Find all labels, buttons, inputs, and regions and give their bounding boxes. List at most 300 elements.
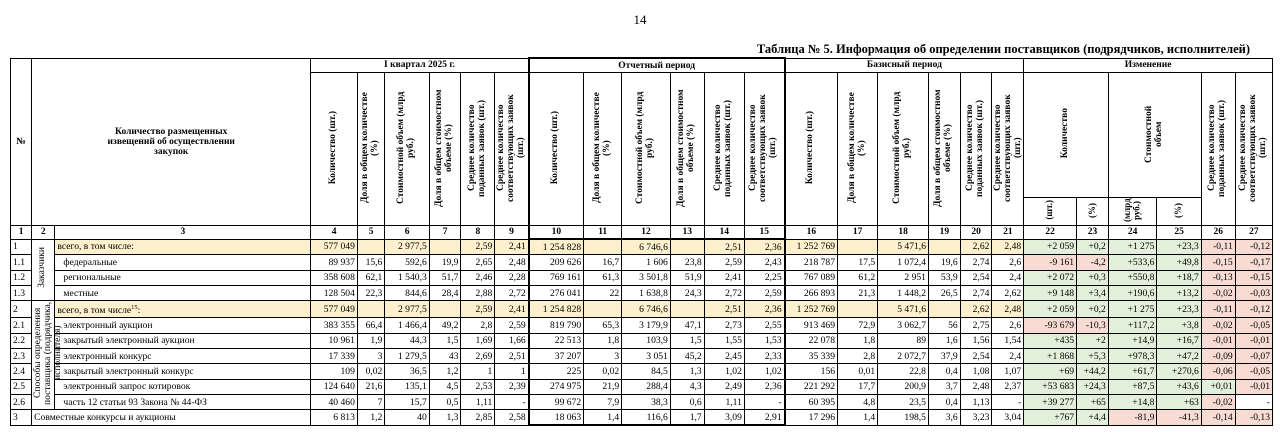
table-cell: 2,72 xyxy=(495,285,529,300)
table-cell: 109 xyxy=(311,364,358,379)
table-cell: 266 893 xyxy=(785,285,838,300)
table-cell xyxy=(928,239,960,255)
table-cell: 89 937 xyxy=(311,255,358,270)
chg-qty-header: Количество xyxy=(1060,108,1071,159)
table-cell: +14,8 xyxy=(1108,394,1157,409)
table-row xyxy=(11,410,1273,426)
table-cell: +69 xyxy=(1024,364,1077,379)
row-label: региональные xyxy=(55,270,311,285)
table-cell: 2,62 xyxy=(992,285,1024,300)
col-desc-header: Количество размещенных извещений об осуществлении закупок xyxy=(32,58,311,226)
table-cell: +4,4 xyxy=(1077,410,1109,426)
table-cell: +1 868 xyxy=(1024,348,1077,363)
table-cell: - xyxy=(1235,394,1272,409)
table-cell: 2,74 xyxy=(960,285,992,300)
table-cell: 1 072,4 xyxy=(878,255,929,270)
table-cell: 15,7 xyxy=(385,394,429,409)
table-cell: +2 072 xyxy=(1024,270,1077,285)
table-cell: -0,07 xyxy=(1235,348,1272,363)
table-cell: 17,7 xyxy=(838,379,878,394)
column-index: 24 xyxy=(1108,226,1157,240)
table-cell: -9 161 xyxy=(1024,255,1077,270)
table-cell: 2,48 xyxy=(992,301,1024,318)
table-cell: 2,8 xyxy=(838,348,878,363)
table-cell: 135,1 xyxy=(385,379,429,394)
column-index: 8 xyxy=(461,226,495,240)
table-cell: 2,69 xyxy=(461,348,495,363)
base-avg-submitted-header: Среднее количество поданных заявок (шт.) xyxy=(965,98,986,197)
table-cell: 1,08 xyxy=(960,364,992,379)
table-cell: +978,3 xyxy=(1108,348,1157,363)
table-cell: 1,6 xyxy=(928,333,960,348)
table-cell: 1,7 xyxy=(670,410,704,426)
column-index: 7 xyxy=(429,226,461,240)
table-cell: 66,4 xyxy=(357,318,384,333)
column-index: 5 xyxy=(357,226,384,240)
table-cell: 1,07 xyxy=(992,364,1024,379)
table-cell: -0,02 xyxy=(1201,394,1235,409)
table-cell: 2,46 xyxy=(461,270,495,285)
table-cell: +2 059 xyxy=(1024,301,1077,318)
row-number: 2 xyxy=(11,301,32,318)
table-cell: 218 787 xyxy=(785,255,838,270)
table-cell: 37,9 xyxy=(928,348,960,363)
table-cell: -0,09 xyxy=(1201,348,1235,363)
table-cell: 2,88 xyxy=(461,285,495,300)
table-cell: -0,11 xyxy=(1201,301,1235,318)
table-cell: 22,3 xyxy=(357,285,384,300)
table-cell: 2 072,7 xyxy=(878,348,929,363)
q1-count-header: Количество (шт.) xyxy=(328,110,339,185)
column-index: 22 xyxy=(1024,226,1077,240)
rep-volume-header: Стоимостной объем (млрд руб.) xyxy=(635,91,656,204)
table-cell: +550,8 xyxy=(1108,270,1157,285)
chg-pct2-header: (%) xyxy=(1173,202,1184,218)
table-cell: +23,3 xyxy=(1157,239,1201,255)
table-cell: 89 xyxy=(878,333,929,348)
table-cell: 0,02 xyxy=(584,364,622,379)
table-cell: 358 608 xyxy=(311,270,358,285)
table-cell: 3 062,7 xyxy=(878,318,929,333)
table-cell: -0,03 xyxy=(1235,285,1272,300)
table-cell: 26,5 xyxy=(928,285,960,300)
table-cell: 0,6 xyxy=(670,394,704,409)
table-cell: 6 813 xyxy=(311,410,358,426)
table-cell: 5 471,6 xyxy=(878,239,929,255)
table-cell: 1,5 xyxy=(429,333,461,348)
chg-bln-header: (млрд руб.) xyxy=(1122,198,1142,222)
table-cell: -0,01 xyxy=(1235,379,1272,394)
row-label: федеральные xyxy=(55,255,311,270)
table-cell xyxy=(584,239,622,255)
column-index: 25 xyxy=(1157,226,1201,240)
column-index: 3 xyxy=(55,226,311,240)
table-cell: 3 501,8 xyxy=(622,270,671,285)
table-cell: - xyxy=(992,394,1024,409)
table-cell: 17,5 xyxy=(838,255,878,270)
table-cell: 1 252 769 xyxy=(785,301,838,318)
table-cell: 40 xyxy=(385,410,429,426)
column-index: 2 xyxy=(32,226,55,240)
table-cell: 2,41 xyxy=(704,270,744,285)
table-cell xyxy=(670,239,704,255)
rep-count-header: Количество (шт.) xyxy=(550,110,561,185)
table-cell xyxy=(357,239,384,255)
table-cell: 6 746,6 xyxy=(622,239,671,255)
table-cell: 24,3 xyxy=(670,285,704,300)
col-num-header: № xyxy=(11,58,32,226)
chg-pcs-header: (шт.) xyxy=(1044,200,1055,220)
table-cell: 3,6 xyxy=(928,410,960,426)
table-cell: 15,6 xyxy=(357,255,384,270)
table-cell: 1,11 xyxy=(461,394,495,409)
table-cell: 1,8 xyxy=(838,333,878,348)
table-row xyxy=(11,285,1273,300)
table-cell: -0,17 xyxy=(1235,255,1272,270)
table-cell: 1,9 xyxy=(357,333,384,348)
table-cell: -93 679 xyxy=(1024,318,1077,333)
table-cell: 1,02 xyxy=(704,364,744,379)
table-cell: +87,5 xyxy=(1108,379,1157,394)
table-cell: - xyxy=(744,394,784,409)
table-cell: -0,01 xyxy=(1201,333,1235,348)
table-cell: 2,4 xyxy=(992,348,1024,363)
table-cell: 0,4 xyxy=(928,394,960,409)
rep-avg-submitted-header: Среднее количество поданных заявок (шт.) xyxy=(713,98,734,197)
column-index: 11 xyxy=(584,226,622,240)
column-index: 1 xyxy=(11,226,32,240)
table-cell xyxy=(429,301,461,318)
table-cell: +533,6 xyxy=(1108,255,1157,270)
table-cell: 225 xyxy=(529,364,584,379)
table-cell: 2,59 xyxy=(461,301,495,318)
row-number: 1 xyxy=(11,239,32,255)
table-cell: 17 339 xyxy=(311,348,358,363)
table-cell: 2,59 xyxy=(495,318,529,333)
column-index: 20 xyxy=(960,226,992,240)
table-cell: 1 279,5 xyxy=(385,348,429,363)
table-cell: 2,59 xyxy=(744,285,784,300)
table-cell: 1,02 xyxy=(744,364,784,379)
table-cell: 47,1 xyxy=(670,318,704,333)
table-row xyxy=(11,333,1273,348)
page-number: 14 xyxy=(633,12,647,27)
table-cell: 103,9 xyxy=(622,333,671,348)
table-row xyxy=(11,379,1273,394)
table-cell: +16,7 xyxy=(1157,333,1201,348)
table-cell: 1,53 xyxy=(744,333,784,348)
table-cell: 84,5 xyxy=(622,364,671,379)
table-cell: 2 977,5 xyxy=(385,239,429,255)
table-cell: -0,12 xyxy=(1235,301,1272,318)
row-number: 2.4 xyxy=(11,364,32,379)
table-cell: 19,9 xyxy=(429,255,461,270)
table-cell: 0,01 xyxy=(838,364,878,379)
table-cell: 21,6 xyxy=(357,379,384,394)
row-number: 2.2 xyxy=(11,333,32,348)
table-cell: 2,36 xyxy=(744,379,784,394)
table-cell: -0,01 xyxy=(1235,333,1272,348)
table-cell: 45,2 xyxy=(670,348,704,363)
column-index: 15 xyxy=(744,226,784,240)
table-cell: +117,2 xyxy=(1108,318,1157,333)
group-reporting-header: Отчетный период xyxy=(529,58,785,73)
table-cell: 209 626 xyxy=(529,255,584,270)
table-cell: 2,51 xyxy=(704,301,744,318)
table-cell: 288,4 xyxy=(622,379,671,394)
table-cell: 2,59 xyxy=(461,239,495,255)
table-cell: +0,2 xyxy=(1077,301,1109,318)
table-cell: 1 448,2 xyxy=(878,285,929,300)
row-number: 1.2 xyxy=(11,270,32,285)
table-cell: 2,75 xyxy=(960,318,992,333)
column-index: 9 xyxy=(495,226,529,240)
table-cell: +43,6 xyxy=(1157,379,1201,394)
table-cell: 2,62 xyxy=(960,301,992,318)
table-cell: +14,9 xyxy=(1108,333,1157,348)
table-cell: 2,62 xyxy=(960,239,992,255)
table-cell: 2,43 xyxy=(744,255,784,270)
table-cell: 2,58 xyxy=(495,410,529,426)
rep-avg-compliant-header: Среднее количество соответствующих заявок (шт.) xyxy=(748,93,779,202)
table-cell: -0,15 xyxy=(1235,270,1272,285)
table-cell: 592,6 xyxy=(385,255,429,270)
table-row xyxy=(11,270,1273,285)
column-index: 23 xyxy=(1077,226,1109,240)
base-count-header: Количество (шт.) xyxy=(805,110,816,185)
table-cell: 51,9 xyxy=(670,270,704,285)
table-cell: +1 275 xyxy=(1108,239,1157,255)
group-change-header: Изменение xyxy=(1024,58,1273,73)
table-cell: 2,8 xyxy=(461,318,495,333)
suppliers-table xyxy=(10,57,1273,426)
table-cell: 7 xyxy=(357,394,384,409)
table-cell: 2,36 xyxy=(744,301,784,318)
table-cell: 1 466,4 xyxy=(385,318,429,333)
table-cell: 35 339 xyxy=(785,348,838,363)
table-cell: 767 089 xyxy=(785,270,838,285)
table-cell: 1,55 xyxy=(704,333,744,348)
table-cell: +5,3 xyxy=(1077,348,1109,363)
row-label: всего, в том числе: xyxy=(55,239,311,255)
column-index: 26 xyxy=(1201,226,1235,240)
table-cell: 3,09 xyxy=(704,410,744,426)
table-cell: 2,73 xyxy=(704,318,744,333)
table-cell: -0,11 xyxy=(1201,239,1235,255)
row-label: закрытый электронный конкурс xyxy=(55,364,311,379)
table-cell: 2,36 xyxy=(744,239,784,255)
column-index: 10 xyxy=(529,226,584,240)
table-cell: 2,59 xyxy=(704,255,744,270)
table-cell: 3 xyxy=(357,348,384,363)
table-cell xyxy=(584,301,622,318)
table-cell: 2,4 xyxy=(992,270,1024,285)
chg-avg-submitted-header: Среднее количество поданных заявок (шт.) xyxy=(1207,98,1228,197)
table-cell: 3,04 xyxy=(992,410,1024,426)
table-cell: 0,5 xyxy=(429,394,461,409)
table-cell: 51,7 xyxy=(429,270,461,285)
table-cell: 1,3 xyxy=(429,410,461,426)
table-caption: Таблица № 5. Информация об определении поставщиков (подрядчиков, исполнителей) xyxy=(756,42,1250,56)
table-cell: 1,69 xyxy=(461,333,495,348)
table-cell: 2,65 xyxy=(461,255,495,270)
rep-share-count-header: Доля в общем количестве (%) xyxy=(591,92,612,203)
row-label: Совместные конкурсы и аукционы xyxy=(32,410,311,426)
table-cell: -0,06 xyxy=(1201,364,1235,379)
table-cell: 2,48 xyxy=(992,239,1024,255)
table-cell: +47,2 xyxy=(1157,348,1201,363)
table-cell xyxy=(928,301,960,318)
table-cell: 1,11 xyxy=(704,394,744,409)
chg-vol-header: Стоимостной объем xyxy=(1143,104,1164,163)
row-number: 2.5 xyxy=(11,379,32,394)
table-cell: -0,05 xyxy=(1235,364,1272,379)
table-cell: 2,28 xyxy=(495,270,529,285)
table-cell: 3,7 xyxy=(928,379,960,394)
column-index: 21 xyxy=(992,226,1024,240)
table-cell: 128 504 xyxy=(311,285,358,300)
q1-share-count-header: Доля в общем количестве (%) xyxy=(360,92,381,203)
table-cell: 1 638,8 xyxy=(622,285,671,300)
table-cell: 4,8 xyxy=(838,394,878,409)
table-cell: -0,15 xyxy=(1201,255,1235,270)
table-cell: 10 961 xyxy=(311,333,358,348)
table-cell: +18,7 xyxy=(1157,270,1201,285)
table-cell: 1,5 xyxy=(670,333,704,348)
table-cell: 22 xyxy=(584,285,622,300)
table-cell: 53,9 xyxy=(928,270,960,285)
table-cell xyxy=(670,301,704,318)
table-cell: 4,3 xyxy=(670,379,704,394)
table-cell: +3,8 xyxy=(1157,318,1201,333)
group-label-buyers: Заказчики xyxy=(32,239,55,301)
chg-pct-header: (%) xyxy=(1086,202,1097,218)
table-cell: 577 049 xyxy=(311,239,358,255)
table-cell: 6 746,6 xyxy=(622,301,671,318)
table-cell: 2,49 xyxy=(704,379,744,394)
table-cell: 23,8 xyxy=(670,255,704,270)
table-cell: 156 xyxy=(785,364,838,379)
table-cell: 38,3 xyxy=(622,394,671,409)
table-cell: -0,12 xyxy=(1235,239,1272,255)
row-number: 1.1 xyxy=(11,255,32,270)
q1-share-volume-header: Доля в общем стоимостном объеме (%) xyxy=(434,88,455,207)
row-label: местные xyxy=(55,285,311,300)
table-cell: 1 xyxy=(461,364,495,379)
column-index: 6 xyxy=(385,226,429,240)
table-cell: 60 395 xyxy=(785,394,838,409)
table-cell: +190,6 xyxy=(1108,285,1157,300)
table-cell: 2,41 xyxy=(495,239,529,255)
table-cell: -4,2 xyxy=(1077,255,1109,270)
table-cell: +3,4 xyxy=(1077,285,1109,300)
table-cell: 274 975 xyxy=(529,379,584,394)
table-cell: 1,2 xyxy=(429,364,461,379)
table-cell: 36,5 xyxy=(385,364,429,379)
table-cell: +53 683 xyxy=(1024,379,1077,394)
table-cell: 7,9 xyxy=(584,394,622,409)
table-cell: -0,05 xyxy=(1235,318,1272,333)
table-cell: 23,5 xyxy=(878,394,929,409)
table-cell: 1,13 xyxy=(960,394,992,409)
table-cell: -0,14 xyxy=(1201,410,1235,426)
table-cell: 1 254 828 xyxy=(529,301,584,318)
column-index: 27 xyxy=(1235,226,1272,240)
row-number: 1.3 xyxy=(11,285,32,300)
column-index: 12 xyxy=(622,226,671,240)
table-cell: 198,5 xyxy=(878,410,929,426)
table-cell: 5 471,6 xyxy=(878,301,929,318)
table-cell: 769 161 xyxy=(529,270,584,285)
table-row xyxy=(11,394,1273,409)
table-row xyxy=(11,364,1273,379)
table-cell: +0,01 xyxy=(1201,379,1235,394)
table-cell: 62,1 xyxy=(357,270,384,285)
table-cell: +1 275 xyxy=(1108,301,1157,318)
table-cell: 22 078 xyxy=(785,333,838,348)
table-cell: 1 540,3 xyxy=(385,270,429,285)
table-cell: 2,51 xyxy=(495,348,529,363)
column-index: 18 xyxy=(878,226,929,240)
table-cell: 61,2 xyxy=(838,270,878,285)
table-cell: +2 059 xyxy=(1024,239,1077,255)
table-cell: 844,6 xyxy=(385,285,429,300)
table-cell: 72,9 xyxy=(838,318,878,333)
row-label: электронный конкурс xyxy=(55,348,311,363)
table-cell: +767 xyxy=(1024,410,1077,426)
table-cell: 1 252 769 xyxy=(785,239,838,255)
table-cell: 3 179,9 xyxy=(622,318,671,333)
table-cell: 577 049 xyxy=(311,301,358,318)
table-cell: 1,54 xyxy=(992,333,1024,348)
table-cell: 1,8 xyxy=(584,333,622,348)
table-row xyxy=(11,348,1273,363)
table-cell: 17 296 xyxy=(785,410,838,426)
table-cell: 2,25 xyxy=(744,270,784,285)
group-base-header: Базисный период xyxy=(785,58,1024,73)
base-share-count-header: Доля в общем количестве (%) xyxy=(846,92,867,203)
table-cell: 383 355 xyxy=(311,318,358,333)
table-cell: 2,53 xyxy=(461,379,495,394)
table-cell: +13,2 xyxy=(1157,285,1201,300)
column-index: 19 xyxy=(928,226,960,240)
row-number: 2.1 xyxy=(11,318,32,333)
table-cell: +44,2 xyxy=(1077,364,1109,379)
table-cell: -0,02 xyxy=(1201,318,1235,333)
table-cell: +23,3 xyxy=(1157,301,1201,318)
table-cell: +435 xyxy=(1024,333,1077,348)
chg-avg-compliant-header: Среднее количество соответствующих заявок (шт.) xyxy=(1237,93,1268,202)
table-cell xyxy=(357,301,384,318)
row-label: часть 12 статьи 93 Закона № 44-ФЗ xyxy=(55,394,311,409)
table-cell: 40 460 xyxy=(311,394,358,409)
column-index: 13 xyxy=(670,226,704,240)
row-label: закрытый электронный аукцион xyxy=(55,333,311,348)
table-cell xyxy=(838,239,878,255)
table-cell: 200,9 xyxy=(878,379,929,394)
base-share-volume-header: Доля в общем стоимостном объеме (%) xyxy=(933,88,954,207)
table-cell: 2,6 xyxy=(992,255,1024,270)
table-cell: 276 041 xyxy=(529,285,584,300)
table-cell: 1 606 xyxy=(622,255,671,270)
base-volume-header: Стоимостной объем (млрд руб.) xyxy=(892,91,913,204)
row-label: всего, в том числе$^{15}$: xyxy=(55,301,311,318)
q1-avg-compliant-header: Среднее количество соответствующих заявок (шт.) xyxy=(496,93,527,202)
table-cell: - xyxy=(495,394,529,409)
table-cell: 2,45 xyxy=(704,348,744,363)
table-cell: -0,13 xyxy=(1235,410,1272,426)
table-row xyxy=(11,255,1273,270)
